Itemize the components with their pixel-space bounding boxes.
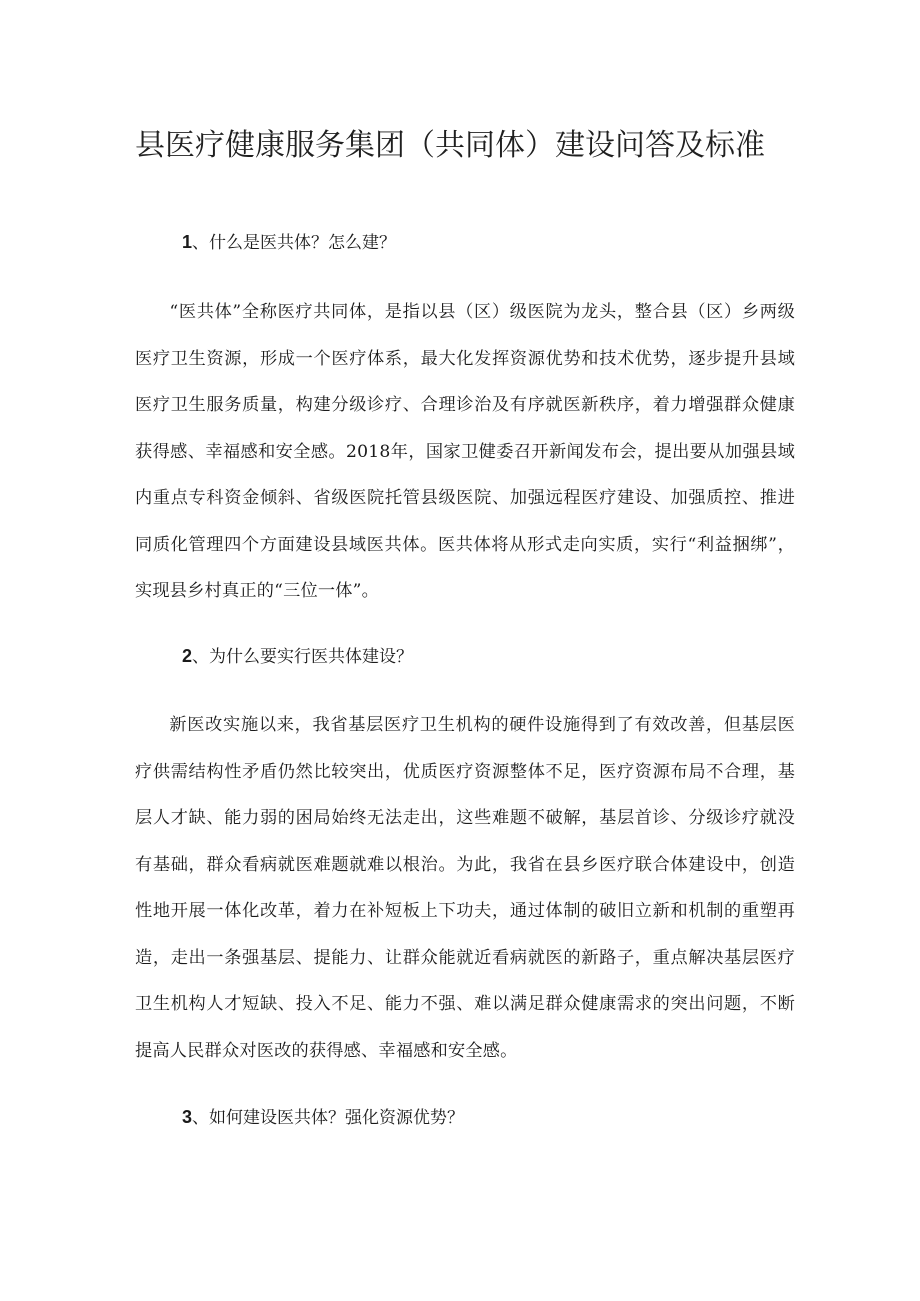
question-1-number: 1 <box>182 232 193 252</box>
question-2-number: 2 <box>182 646 193 666</box>
question-2 <box>182 642 413 671</box>
answer-1: “医共体”全称医疗共同体，是指以县（区）级医院为龙头，整合县（区）乡两级医疗卫生资源，形成一个医疗体系，最大化发挥资源优势和技术优势，逐步提升县域医疗卫生服务质量，构建分级诊疗、合理诊治及有序就医新秩序，着力增强群众健康获得感、幸福感和安全感。2018年，国家卫健委召开新闻发布会，提出要从加强县域内重点专科资金倾斜、省级医院托管县级医院、加强远程医疗建设、加强质控、推进同质化管理四个方面建设县域医共体。医共体将从形式走向实质，实行“利益捆绑”，实现县乡村真正的“三位一体”。 <box>135 302 795 601</box>
question-1 <box>182 228 396 257</box>
question-3-number: 3 <box>182 1107 193 1127</box>
question-1-text: 、什么是医共体？怎么建？ <box>192 233 397 253</box>
question-3-text: 、如何建设医共体？强化资源优势？ <box>192 1108 465 1128</box>
answer-2: 新医改实施以来，我省基层医疗卫生机构的硬件设施得到了有效改善，但基层医疗供需结构性矛盾仍然比较突出，优质医疗资源整体不足，医疗资源布局不合理，基层人才缺、能力弱的困局始终无法走出，这些难题不破解，基层首诊、分级诊疗就没有基础，群众看病就医难题就难以根治。为此，我省在县乡医疗联合体建设中，创造性地开展一体化改革，着力在补短板上下功夫，通过体制的破旧立新和机制的重塑再造，走出一条强基层、提能力、让群众能就近看病就医的新路子，重点解决基层医疗卫生机构人才短缺、投入不足、能力不强、难以满足群众健康需求的突出问题，不断提高人民群众对医改的获得感、幸福感和安全感。 <box>135 715 795 1061</box>
question-3 <box>182 1103 464 1132</box>
question-2-text: 、为什么要实行医共体建设？ <box>192 647 414 667</box>
document-title: 县医疗健康服务集团（共同体）建设问答及标准 <box>135 128 765 163</box>
